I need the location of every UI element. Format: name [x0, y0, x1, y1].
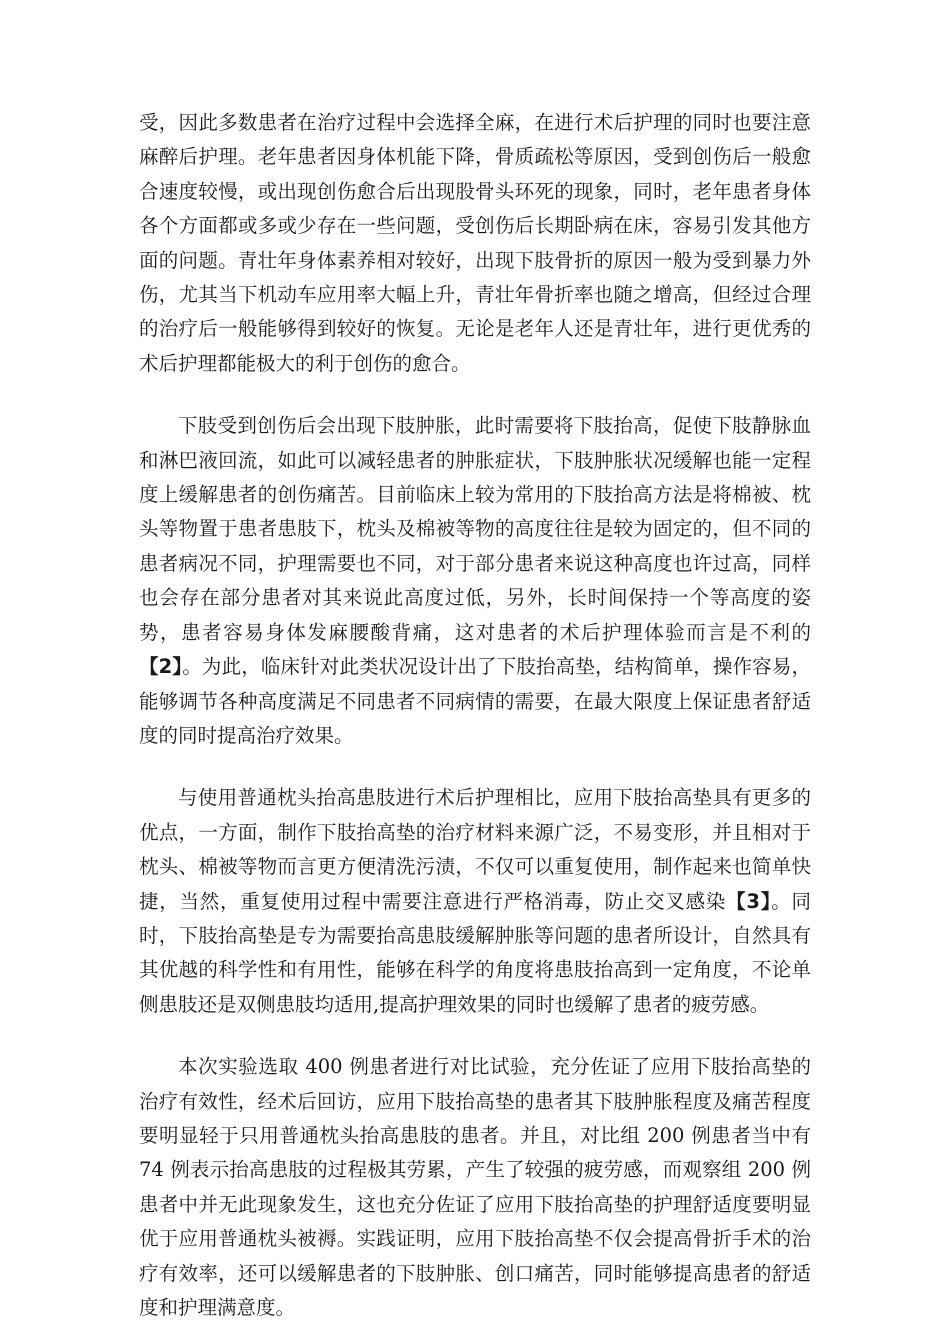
- paragraph-3: [139, 781, 811, 1022]
- paragraph-3-text-a: 与使用普通枕头抬高患肢进行术后护理相比，应用下肢抬高垫具有更多的优点，一方面，制作下肢抬高垫的治疗材料来源广泛，不易变形，并且相对于枕头、棉被等物而言更方便清洗污渍，不仅可以重复使用，制作起来也简单快捷，当然，重复使用过程中需要注意进行严格消毒，防止交叉感染: [139, 786, 811, 913]
- paragraph-1: [139, 106, 811, 381]
- paragraph-1-text: 受，因此多数患者在治疗过程中会选择全麻，在进行术后护理的同时也要注意麻醉后护理。老年患者因身体机能下降，骨质疏松等原因，受到创伤后一般愈合速度较慢，或出现创伤愈合后出现股骨头环死的现象，同时，老年患者身体各个方面都或多或少存在一些问题，受创伤后长期卧病在床，容易引发其他方面的问题。青壮年身体素养相对较好，出现下肢骨折的原因一般为受到暴力外伤，尤其当下机动车应用率大幅上升，青壮年骨折率也随之增高，但经过合理的治疗后一般能够得到较好的恢复。无论是老年人还是青壮年，进行更优秀的术后护理都能极大的利于创伤的愈合。: [139, 111, 811, 375]
- citation-2: 【2】: [139, 655, 183, 679]
- paragraph-3-text-b: 。同时，下肢抬高垫是专为需要抬高患肢缓解肿胀等问题的患者所设计，自然具有其优越的科学性和有用性，能够在科学的角度将患肢抬高到一定角度，不论单侧患肢还是双侧患肢均适用,提高护理效果的同时也缓解了患者的疲劳感。: [139, 889, 811, 1016]
- document-body: [139, 106, 811, 1325]
- paragraph-2-text-a: 下肢受到创伤后会出现下肢肿胀，此时需要将下肢抬高，促使下肢静脉血和淋巴液回流，如此可以减轻患者的肿胀症状，下肢肿胀状况缓解也能一定程度上缓解患者的创伤痛苦。目前临床上较为常用的下肢抬高方法是将棉被、枕头等物置于患者患肢下，枕头及棉被等物的高度往往是较为固定的，但不同的患者病况不同，护理需要也不同，对于部分患者来说这种高度也许过高，同样也会存在部分患者对其来说此高度过低，另外，长时间保持一个等高度的姿势，患者容易身体发麻腰酸背痛，这对患者的术后护理体验而言是不利的: [139, 414, 811, 644]
- paragraph-2-text-b: 。为此，临床针对此类状况设计出了下肢抬高垫，结构简单，操作容易，能够调节各种高度满足不同患者不同病情的需要，在最大限度上保证患者舒适度的同时提高治疗效果。: [139, 655, 811, 747]
- citation-3: 【3】: [726, 889, 772, 913]
- paragraph-2: [139, 409, 811, 753]
- paragraph-4-text: 本次实验选取 400 例患者进行对比试验，充分佐证了应用下肢抬高垫的治疗有效性，经术后回访，应用下肢抬高垫的患者其下肢肿胀程度及痛苦程度要明显轻于只用普通枕头抬高患肢的患者。并且，对比组 200 例患者当中有 74 例表示抬高患肢的过程极其劳累，产生了较强的疲劳感，而观察组 200 例患者中并无此现象发生，这也充分佐证了应用下肢抬高垫的护理舒适度要明显优于应用普通枕头被褥。实践证明，应用下肢抬高垫不仅会提高骨折手术的治疗有效率，还可以缓解患者的下肢肿胀、创口痛苦，同时能够提高患者的舒适度和护理满意度。: [139, 1055, 811, 1319]
- paragraph-4: [139, 1050, 811, 1325]
